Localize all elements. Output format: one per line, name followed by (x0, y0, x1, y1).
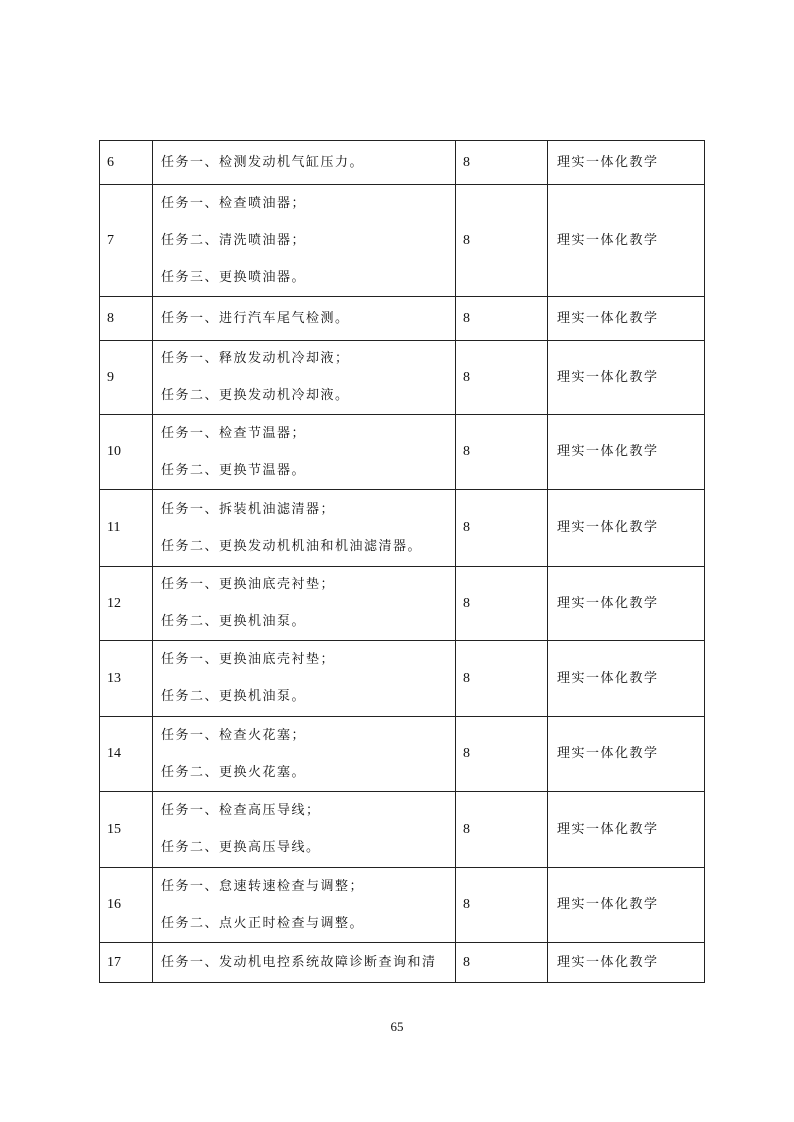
task-cell (153, 792, 456, 868)
teaching-method-cell: 理实一体化教学 (548, 297, 705, 341)
task-line: 任务一、检查喷油器； (161, 195, 307, 211)
task-cell (153, 868, 456, 943)
task-cell (153, 490, 456, 567)
task-line: 任务一、检查节温器； (161, 425, 307, 441)
table-row (100, 415, 705, 490)
teaching-method-cell: 理实一体化教学 (548, 717, 705, 792)
teaching-method-cell: 理实一体化教学 (548, 792, 705, 868)
hours-cell: 8 (456, 341, 548, 415)
teaching-method-cell: 理实一体化教学 (548, 641, 705, 717)
hours-cell: 8 (456, 415, 548, 490)
task-line: 任务一、拆装机油滤清器； (161, 501, 336, 517)
table-row (100, 185, 705, 297)
task-line: 任务二、更换火花塞。 (161, 764, 307, 780)
task-line: 任务二、更换高压导线。 (161, 840, 321, 855)
task-cell (153, 341, 456, 415)
row-number-cell: 16 (100, 868, 153, 943)
row-number-cell: 6 (100, 141, 153, 185)
row-number-cell: 12 (100, 567, 153, 641)
page-number: 65 (390, 1019, 404, 1034)
row-number-cell: 10 (100, 415, 153, 490)
hours-cell: 8 (456, 185, 548, 297)
hours-cell: 8 (456, 641, 548, 717)
table-row (100, 717, 705, 792)
row-number-cell: 17 (100, 943, 153, 983)
hours-cell: 8 (456, 141, 548, 185)
teaching-method-cell: 理实一体化教学 (548, 141, 705, 185)
task-line: 任务一、检查火花塞； (161, 727, 307, 743)
task-cell (153, 141, 456, 185)
table-row (100, 868, 705, 943)
row-number-cell: 15 (100, 792, 153, 868)
teaching-method-cell: 理实一体化教学 (548, 415, 705, 490)
task-cell (153, 185, 456, 297)
task-cell (153, 641, 456, 717)
row-number-cell: 11 (100, 490, 153, 567)
row-number-cell: 14 (100, 717, 153, 792)
task-cell (153, 567, 456, 641)
task-cell (153, 297, 456, 341)
hours-cell: 8 (456, 297, 548, 341)
teaching-method-cell: 理实一体化教学 (548, 943, 705, 983)
task-line: 任务二、更换发动机冷却液。 (161, 388, 350, 403)
task-line: 任务一、怠速转速检查与调整； (161, 878, 365, 894)
task-line: 任务二、更换节温器。 (161, 462, 307, 478)
teaching-method-cell: 理实一体化教学 (548, 567, 705, 641)
hours-cell: 8 (456, 490, 548, 567)
task-line: 任务一、更换油底壳衬垫； (161, 577, 336, 592)
row-number-cell: 9 (100, 341, 153, 415)
teaching-method-cell: 理实一体化教学 (548, 490, 705, 567)
table-row (100, 341, 705, 415)
row-number-cell: 8 (100, 297, 153, 341)
task-line: 任务一、检测发动机气缸压力。 (161, 154, 365, 170)
hours-cell: 8 (456, 567, 548, 641)
task-line: 任务二、更换机油泵。 (161, 689, 307, 704)
task-line: 任务二、更换机油泵。 (161, 614, 307, 629)
hours-cell: 8 (456, 792, 548, 868)
hours-cell: 8 (456, 717, 548, 792)
table-row (100, 141, 705, 185)
table-row (100, 567, 705, 641)
hours-cell: 8 (456, 868, 548, 943)
task-line: 任务二、清洗喷油器； (161, 232, 307, 248)
teaching-method-cell: 理实一体化教学 (548, 868, 705, 943)
teaching-method-cell: 理实一体化教学 (548, 185, 705, 297)
hours-cell: 8 (456, 943, 548, 983)
table-body (100, 141, 705, 983)
table-row (100, 792, 705, 868)
task-line: 任务三、更换喷油器。 (161, 269, 307, 285)
table-row (100, 943, 705, 983)
task-line: 任务一、发动机电控系统故障诊断查询和清 (161, 954, 437, 970)
task-line: 任务一、更换油底壳衬垫； (161, 652, 336, 667)
task-cell (153, 943, 456, 983)
table-row (100, 297, 705, 341)
table-row (100, 490, 705, 567)
table-row (100, 641, 705, 717)
task-cell (153, 415, 456, 490)
task-line: 任务一、释放发动机冷却液； (161, 351, 350, 366)
task-cell (153, 717, 456, 792)
teaching-method-cell: 理实一体化教学 (548, 341, 705, 415)
curriculum-table (99, 140, 705, 983)
task-line: 任务二、更换发动机机油和机油滤清器。 (161, 538, 423, 554)
task-line: 任务二、点火正时检查与调整。 (161, 915, 365, 931)
task-line: 任务一、检查高压导线； (161, 803, 321, 818)
row-number-cell: 7 (100, 185, 153, 297)
row-number-cell: 13 (100, 641, 153, 717)
task-line: 任务一、进行汽车尾气检测。 (161, 310, 350, 326)
